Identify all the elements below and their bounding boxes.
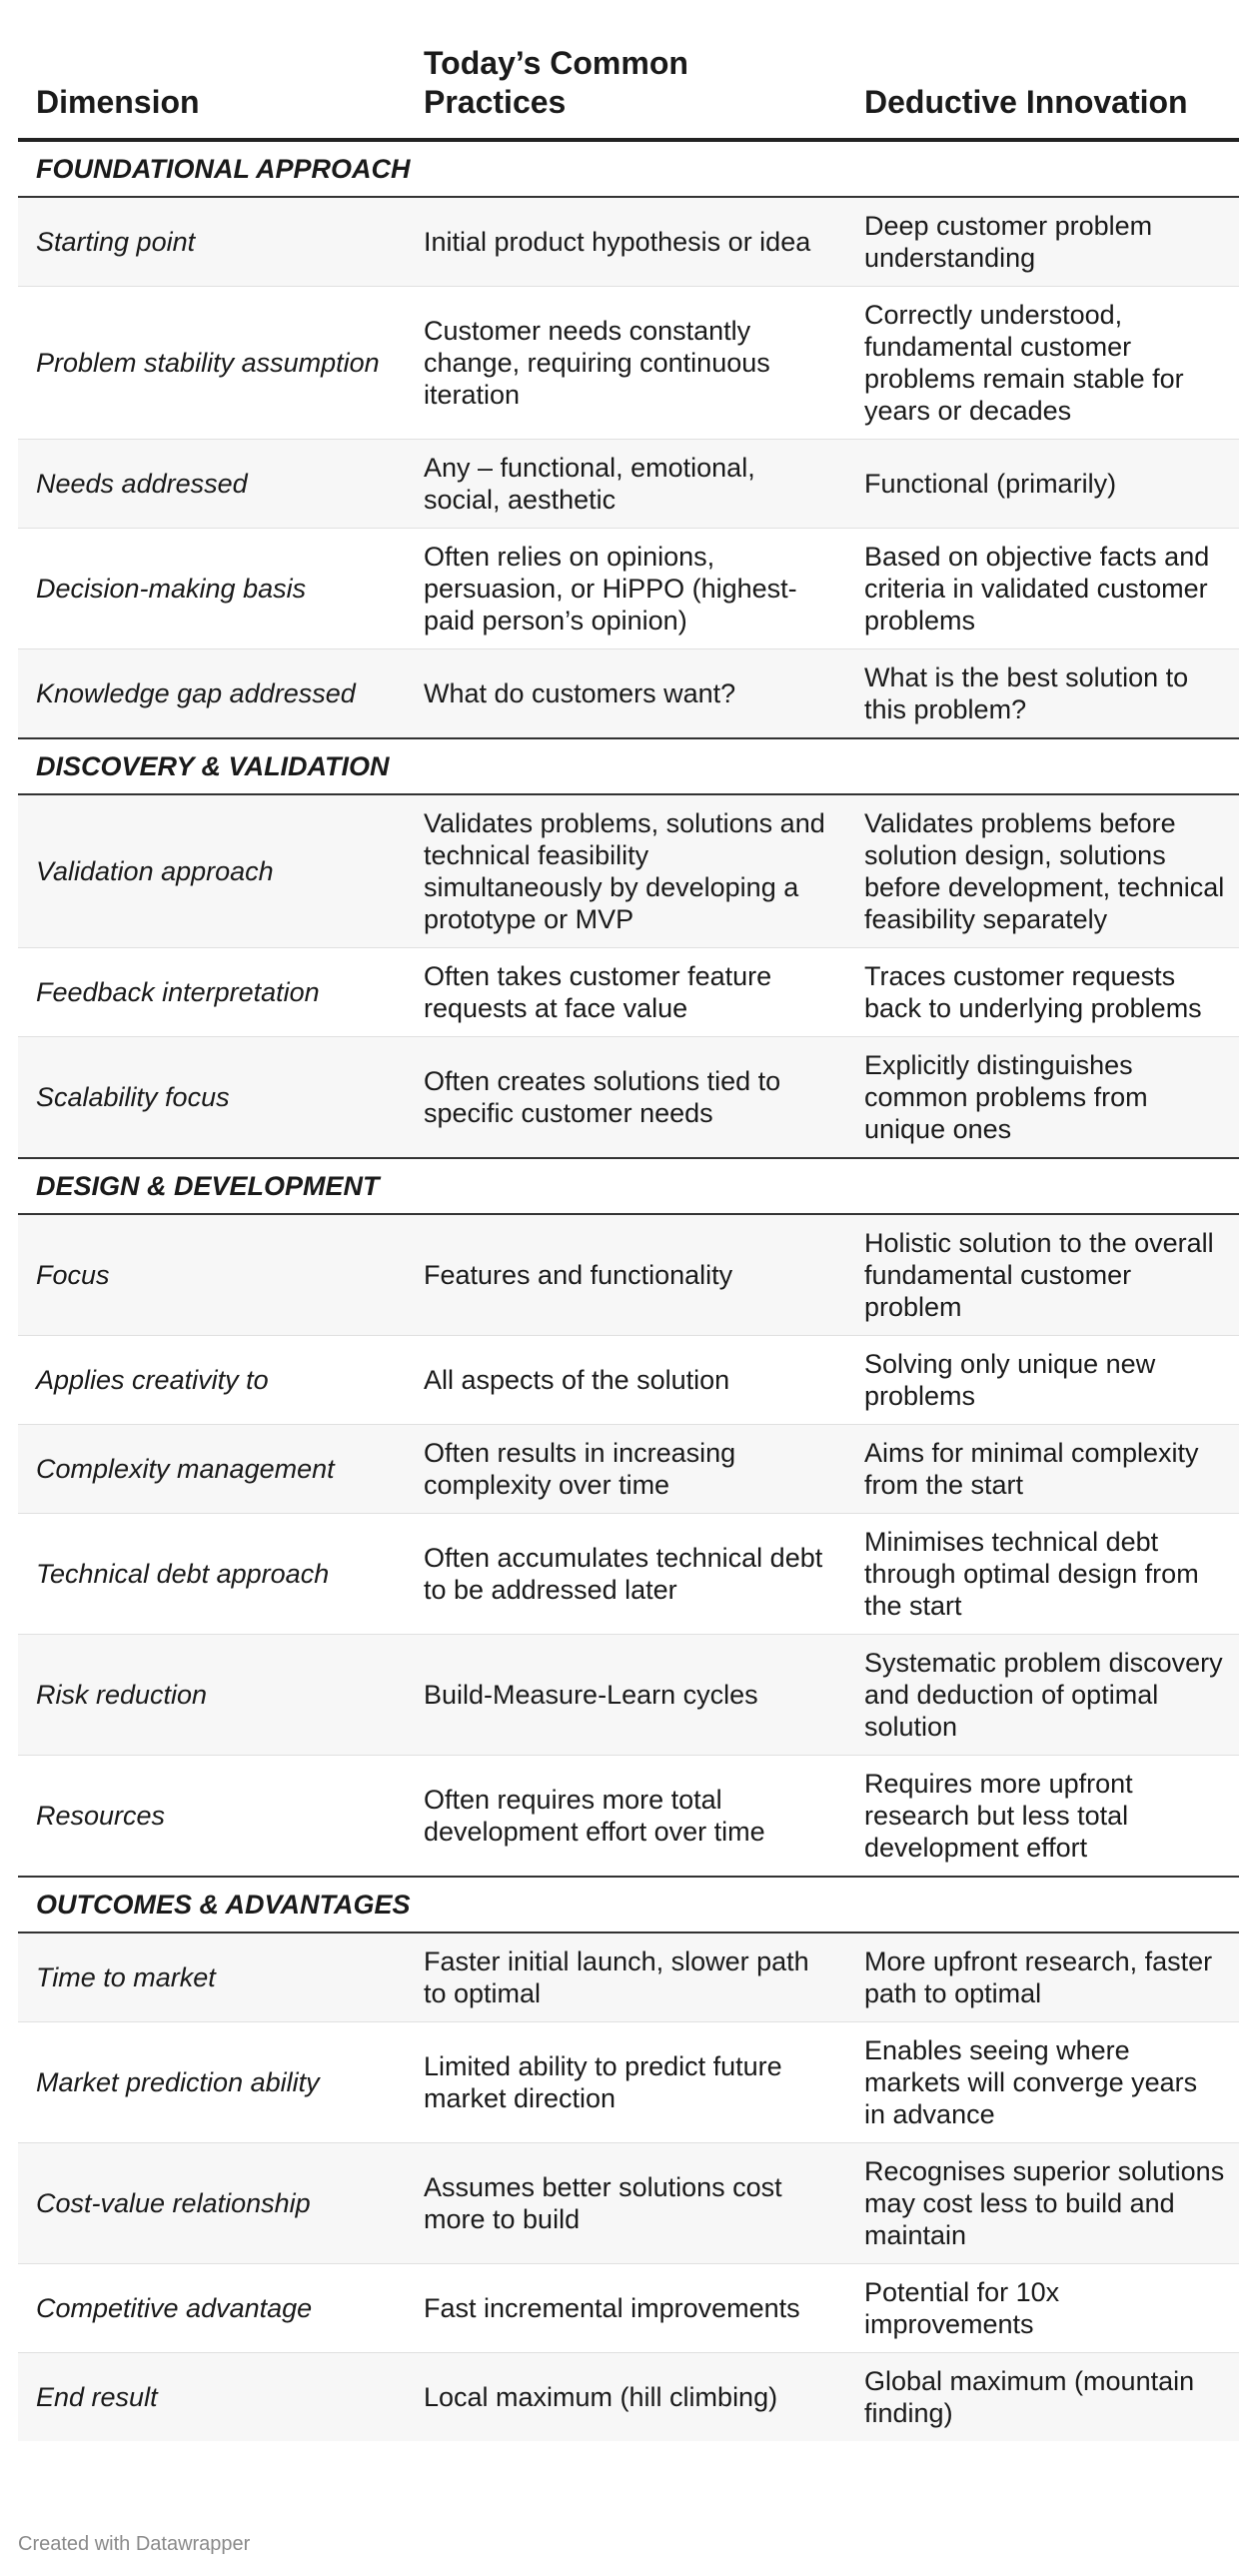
section-title: OUTCOMES & ADVANTAGES: [18, 1877, 1239, 1932]
deductive-innovation-cell: Minimises technical debt through optimal design from the start: [846, 1514, 1239, 1635]
table-row: [18, 2022, 1239, 2143]
deductive-innovation-cell: Holistic solution to the overall fundamental customer problem: [846, 1214, 1239, 1336]
deductive-innovation-cell: Aims for minimal complexity from the start: [846, 1425, 1239, 1514]
table-row: [18, 1635, 1239, 1756]
deductive-innovation-cell: Solving only unique new problems: [846, 1336, 1239, 1425]
deductive-innovation-cell: Functional (primarily): [846, 440, 1239, 529]
dimension-cell: Complexity management: [18, 1425, 406, 1514]
table-row: [18, 2143, 1239, 2264]
table-row: [18, 1214, 1239, 1336]
dimension-cell: Cost-value relationship: [18, 2143, 406, 2264]
dimension-cell: Applies creativity to: [18, 1336, 406, 1425]
deductive-innovation-cell: Systematic problem discovery and deduction of optimal solution: [846, 1635, 1239, 1756]
header-common-practices: Today’s Common Practices: [406, 0, 846, 140]
deductive-innovation-cell: What is the best solution to this problem?: [846, 649, 1239, 739]
deductive-innovation-cell: Enables seeing where markets will converge years in advance: [846, 2022, 1239, 2143]
dimension-cell: Decision-making basis: [18, 529, 406, 649]
table-row: [18, 1756, 1239, 1878]
table-row: [18, 529, 1239, 649]
dimension-cell: Resources: [36, 1801, 166, 1831]
deductive-innovation-cell: Explicitly distinguishes common problems from unique ones: [846, 1037, 1239, 1159]
table-body: [18, 140, 1239, 2441]
common-practice-cell: Often accumulates technical debt to be addressed later: [406, 1514, 846, 1635]
deductive-innovation-cell: Potential for 10x improvements: [846, 2264, 1239, 2353]
table-row: [18, 197, 1239, 287]
common-practice-cell: Customer needs constantly change, requiring continuous iteration: [406, 287, 846, 440]
deductive-innovation-cell: Traces customer requests back to underlying problems: [846, 948, 1239, 1037]
common-practice-cell: Local maximum (hill climbing): [406, 2353, 846, 2442]
header-deductive-innovation: Deductive Innovation: [846, 0, 1239, 140]
deductive-innovation-cell: More upfront research, faster path to optimal: [846, 1932, 1239, 2022]
common-practice-cell: Any – functional, emotional, social, aesthetic: [406, 440, 846, 529]
dimension-cell: Time to market: [18, 1932, 406, 2022]
common-practice-cell: Fast incremental improvements: [406, 2264, 846, 2353]
table-row: [18, 287, 1239, 440]
dimension-cell: Needs addressed: [18, 440, 406, 529]
dimension-cell: Technical debt approach: [18, 1514, 406, 1635]
common-practice-cell: Often creates solutions tied to specific customer needs: [406, 1037, 846, 1159]
common-practice-cell: Often takes customer feature requests at face value: [406, 948, 846, 1037]
dimension-cell: Validation approach: [18, 794, 406, 948]
dimension-cell: Focus: [18, 1214, 406, 1336]
deductive-innovation-cell: Based on objective facts and criteria in validated customer problems: [846, 529, 1239, 649]
common-practice-cell: Limited ability to predict future market direction: [406, 2022, 846, 2143]
section-header-row: [18, 1877, 1239, 1932]
dimension-cell: Starting point: [18, 197, 406, 287]
table-row: [18, 948, 1239, 1037]
common-practice-cell: Assumes better solutions cost more to build: [406, 2143, 846, 2264]
dimension-cell: End result: [18, 2353, 406, 2442]
header-dimension: Dimension: [18, 0, 406, 140]
table-row: [18, 1336, 1239, 1425]
section-header-row: [18, 1158, 1239, 1214]
table-row: [18, 1425, 1239, 1514]
datawrapper-credit[interactable]: Created with Datawrapper: [18, 2533, 251, 2555]
dimension-cell: Problem stability assumption: [18, 287, 406, 440]
common-practice-cell: Often requires more total development effort over time: [424, 1785, 765, 1847]
dimension-cell: Knowledge gap addressed: [18, 649, 406, 739]
table-row: [18, 2264, 1239, 2353]
section-title: FOUNDATIONAL APPROACH: [18, 140, 1239, 197]
section-header-row: [18, 738, 1239, 794]
common-practice-cell: Often results in increasing complexity over time: [406, 1425, 846, 1514]
deductive-innovation-cell: Correctly understood, fundamental customer problems remain stable for years or decades: [846, 287, 1239, 440]
section-title: DISCOVERY & VALIDATION: [18, 738, 1239, 794]
dimension-cell: Feedback interpretation: [18, 948, 406, 1037]
section-title: DESIGN & DEVELOPMENT: [18, 1158, 1239, 1214]
common-practice-cell: All aspects of the solution: [406, 1336, 846, 1425]
deductive-innovation-cell: Recognises superior solutions may cost less to build and maintain: [846, 2143, 1239, 2264]
table-row: [18, 1514, 1239, 1635]
common-practice-cell: Often relies on opinions, persuasion, or HiPPO (highest-paid person’s opinion): [406, 529, 846, 649]
table-row: [18, 1932, 1239, 2022]
table-row: [18, 440, 1239, 529]
deductive-innovation-cell: Requires more upfront research but less total development effort: [864, 1769, 1133, 1863]
dimension-cell: Market prediction ability: [18, 2022, 406, 2143]
dimension-cell: Scalability focus: [18, 1037, 406, 1159]
common-practice-cell: Validates problems, solutions and technical feasibility simultaneously by developing a prototype or MVP: [406, 794, 846, 948]
section-header-row: [18, 140, 1239, 197]
common-practice-cell: Faster initial launch, slower path to optimal: [406, 1932, 846, 2022]
common-practice-cell: Features and functionality: [406, 1214, 846, 1336]
dimension-cell: Risk reduction: [18, 1635, 406, 1756]
deductive-innovation-cell: Validates problems before solution design, solutions before development, technical feasibility separately: [846, 794, 1239, 948]
common-practice-cell: Build-Measure-Learn cycles: [406, 1635, 846, 1756]
comparison-table-container: [18, 0, 1239, 2555]
common-practice-cell: Initial product hypothesis or idea: [406, 197, 846, 287]
table-row: [18, 1037, 1239, 1159]
table-header: [18, 0, 1239, 140]
deductive-innovation-cell: Global maximum (mountain finding): [846, 2353, 1239, 2442]
table-row: [18, 649, 1239, 739]
common-practice-cell: What do customers want?: [406, 649, 846, 739]
table-row: [18, 794, 1239, 948]
dimension-cell: Competitive advantage: [18, 2264, 406, 2353]
comparison-table: [18, 0, 1239, 2441]
deductive-innovation-cell: Deep customer problem understanding: [846, 197, 1239, 287]
table-row: [18, 2353, 1239, 2442]
